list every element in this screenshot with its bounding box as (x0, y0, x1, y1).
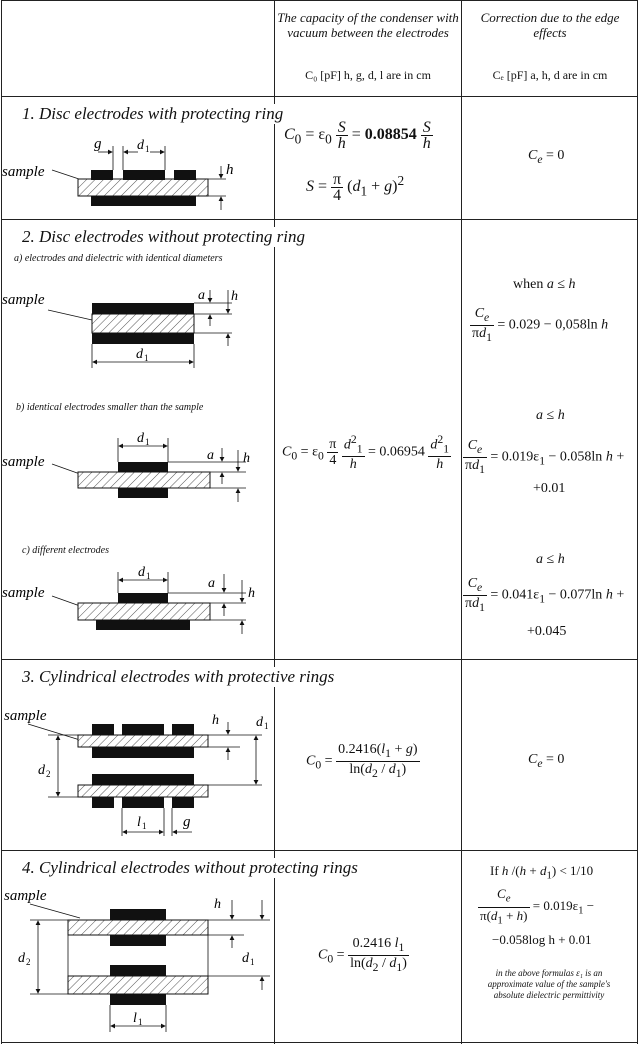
row1-correction: $C_e = 0$ (528, 148, 565, 166)
col-divider-2 (461, 0, 462, 1044)
row3-title: 3. Cylindrical electrodes with protective rings (22, 667, 335, 686)
row2a-diagram (0, 280, 274, 370)
row2c-top-electrode (118, 593, 168, 603)
row2b-bottom-electrode (118, 488, 168, 498)
row1-bottom-electrode (91, 196, 196, 206)
svg-text:1: 1 (264, 721, 269, 731)
row2a-sample-body (92, 314, 194, 333)
row3-inner-electrode-bottom (92, 774, 194, 785)
svg-text:h: h (214, 897, 221, 912)
svg-text:d: d (137, 138, 144, 153)
row4-formula-main: $C_0$ = $\frac{0.2416 l_1}{\ln(d_2 / d_1)}$ (318, 936, 407, 974)
row2a-correction: $\frac{C_e}{\pi d_1}$ = 0.029 − 0,058ln h (472, 306, 609, 344)
svg-text:h: h (226, 162, 234, 178)
row3-guard-top-right (172, 724, 194, 735)
row1-sample-label: sample (2, 164, 45, 180)
svg-text:1: 1 (144, 353, 149, 363)
row2c-bottom-electrode (96, 620, 190, 630)
svg-text:2: 2 (46, 769, 51, 779)
row2c-correction: $\frac{C_e}{\pi d_1}$ = $0.041\varepsilon_1 - 0.077\ln$ h + (465, 576, 625, 614)
header-correction-units: Cₑ [pF] a, h, d are in cm (492, 68, 608, 82)
svg-text:l: l (137, 815, 141, 830)
row-divider-1 (1, 219, 638, 220)
svg-text:1: 1 (145, 144, 150, 154)
row2-sub-c: c) different electrodes (22, 545, 110, 556)
row2-sub-a: a) electrodes and dielectric with identical diameters (14, 253, 223, 264)
svg-text:d: d (38, 763, 45, 778)
svg-text:d: d (256, 715, 263, 730)
svg-text:g: g (94, 136, 102, 152)
svg-text:a: a (207, 448, 214, 463)
row4-correction-tail: −0.058log h + 0.01 (492, 932, 592, 947)
row4-sample-label: sample (4, 888, 47, 904)
header-capacity-units: C₀ [pF] h, g, d, l are in cm (305, 68, 431, 82)
row3-sample-bottom (78, 785, 208, 797)
row2b-sample-body (78, 472, 210, 488)
svg-text:h: h (248, 586, 255, 601)
row1-sample-body (78, 179, 208, 196)
svg-text:1: 1 (138, 1017, 143, 1027)
row2a-bottom-electrode (92, 333, 194, 344)
row4-title: 4. Cylindrical electrodes without protecting rings (22, 858, 358, 877)
row3-formula-main: $C_0$ = $\frac{0.2416(l_1 + g)}{\ln(d_2 / d_1)}$ (306, 742, 418, 780)
svg-text:1: 1 (146, 571, 151, 581)
row4-inner-top (110, 935, 166, 946)
row1-guard-left (91, 170, 113, 180)
header-capacity: The capacity of the condenser with vacuum between the electrodes (277, 10, 459, 40)
row4-electrode-top (110, 909, 166, 920)
row3-guard-bottom-right (172, 797, 194, 808)
row2a-top-electrode (92, 303, 194, 314)
svg-text:d: d (242, 951, 249, 966)
row2-title: 2. Disc electrodes without protecting ring (22, 227, 305, 246)
row3-guard-bottom-left (92, 797, 114, 808)
svg-text:h: h (231, 289, 238, 304)
row2b-correction-tail: +0.01 (533, 481, 566, 496)
row2-sub-b: b) identical electrodes smaller than the sample (16, 402, 204, 413)
row1-top-electrode (123, 170, 165, 180)
row4-electrode-bottom (110, 994, 166, 1005)
row3-electrode-bottom (122, 797, 164, 808)
row-divider-2 (1, 659, 638, 660)
svg-text:1: 1 (250, 957, 255, 967)
row2-formula-main: $C_0 = \varepsilon_0$ $\frac{\pi}{4}$ $\frac{d^2_1}{h}$ = 0.06954 $\frac{d^2_1}{h}$ (282, 433, 450, 473)
row4-inner-bottom (110, 965, 166, 976)
table-border-bottom (1, 1042, 638, 1043)
row1-diagram (0, 130, 274, 218)
svg-text:2: 2 (26, 957, 31, 967)
row2c-diagram (0, 560, 274, 640)
row3-guard-top-left (92, 724, 114, 735)
svg-text:h: h (243, 451, 250, 466)
row2b-diagram (0, 428, 274, 508)
row3-electrode-top (122, 724, 164, 735)
row2c-correction-tail: +0.045 (527, 624, 567, 639)
row4-sample-top (68, 920, 208, 935)
header-correction: Correction due to the edge effects (480, 10, 620, 40)
col-divider-1 (274, 0, 275, 1044)
row1-guard-right (174, 170, 196, 180)
row2b-sample-label: sample (2, 454, 45, 470)
svg-text:d: d (138, 565, 145, 580)
row2c-sample-body (78, 603, 210, 620)
row2b-correction: $\frac{C_e}{\pi d_1}$ = $0.019\varepsilon_1 - 0.058\ln$ h + (465, 438, 625, 476)
row3-correction: $C_e = 0$ (528, 752, 565, 770)
row-divider-3 (1, 850, 638, 851)
svg-text:1: 1 (145, 437, 150, 447)
svg-text:l: l (133, 1011, 137, 1026)
row3-inner-electrode-top (92, 747, 194, 758)
svg-text:h: h (212, 713, 219, 728)
svg-text:g: g (183, 814, 191, 830)
svg-text:d: d (18, 951, 25, 966)
row2c-sample-label: sample (2, 585, 45, 601)
svg-text:1: 1 (142, 821, 147, 831)
table-border-right (637, 0, 638, 1044)
row2a-sample-label: sample (2, 292, 45, 308)
table-border-top (1, 0, 638, 1)
row4-diagram (0, 880, 274, 1040)
row1-title: 1. Disc electrodes with protecting ring (22, 104, 284, 123)
row2c-correction-condition: a ≤ h (536, 552, 565, 567)
row4-correction: $\frac{C_e}{\pi(d_1 + h)}$ = $0.019\varepsilon_1$ − (480, 886, 595, 927)
row4-correction-condition: If h $/(h + d_1) < 1/10$ (490, 863, 594, 882)
row1-formula-main: $C_0 = \varepsilon_0$ $\frac{S}{h}$ = 0.08854 $\frac{S}{h}$ (284, 119, 431, 152)
row2a-correction-condition: when a ≤ h (513, 277, 576, 292)
row3-sample-top (78, 735, 208, 747)
svg-text:d: d (136, 347, 143, 362)
row3-sample-label: sample (4, 708, 47, 724)
svg-text:d: d (137, 431, 144, 446)
row3-diagram (0, 700, 274, 848)
row4-note: in the above formulas ε₁ is an approximate value of the sample's absolute dielectric permittivity (487, 968, 611, 1000)
row2b-top-electrode (118, 462, 168, 472)
svg-text:a: a (198, 288, 205, 303)
row4-sample-bottom (68, 976, 208, 994)
svg-text:a: a (208, 576, 215, 591)
row-divider-header (1, 96, 638, 97)
row1-formula-area: S = $\frac{\pi}{4}$ $(d_1 + g)^2$ (306, 171, 405, 204)
row2b-correction-condition: a ≤ h (536, 408, 565, 423)
